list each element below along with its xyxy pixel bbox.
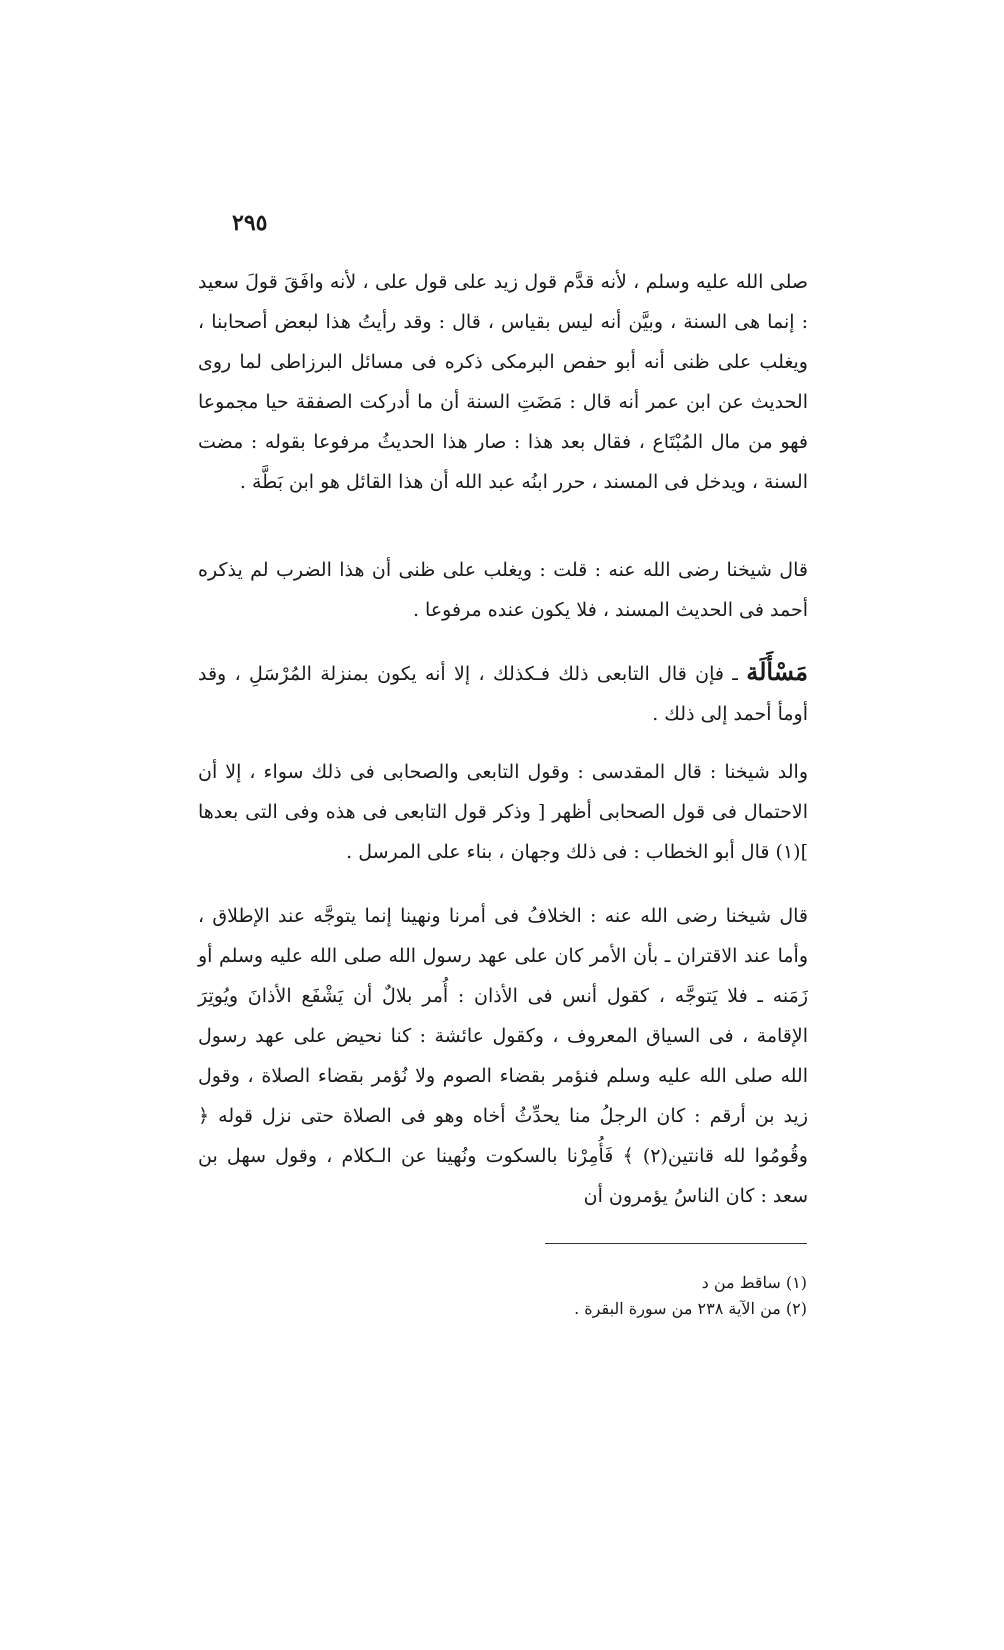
- paragraph-4-text: قال شيخنا رضى الله عنه : الخلافُ فى أمرنا ونهينا إنما يتوجَّه عند الإطلاق ، وأما عند الاقتران ـ بأن الأمر كان على عهد رسول الله صلى الله عليه وسلم أو زَمَنه ـ فلا يَتوجَّه ، كقول أنس فى الأذان : أُمر بلالٌ أن يَشْفَع الأذانَ ويُوتِرَ الإقامة ، فى السياق المعروف ، وكقول عائشة : كنا نحيض على عهد رسول الله صلى الله عليه وسلم فنؤمر بقضاء الصوم ولا نُؤمر بقضاء الصلاة ، وقول زيد بن أرقم : كان الرجلُ منا يحدِّثُ أخاه وهو فى الصلاة حتى نزل قوله ﴿ وقُومُوا لله قانتين(٢) ﴾ فَأُمِرْنا بالسكوت ونُهينا عن الـكلام ، وقول سهل بن سعد : كان الناسُ يؤمرون أن: [198, 905, 808, 1207]
- paragraph-3: [198, 752, 808, 872]
- masala-text: ـ فإن قال التابعى ذلك فـكذلك ، إلا أنه يكون بمنزلة المُرْسَلِ ، وقد أومأ أحمد إلى ذلك .: [198, 663, 808, 725]
- masala-paragraph: [198, 652, 808, 734]
- paragraph-1-text: صلى الله عليه وسلم ، لأنه قدَّم قول زيد على قول على ، لأنه وافَقَ قولَ سعيد : إنما هى السنة ، وبيَّن أنه ليس بقياس ، قال : وقد رأيتُ هذا لبعض أصحابنا ، ويغلب على ظنى أنه أبو حفص البرمكى ذكره فى مسائل البرزاطى لما روى الحديث عن ابن عمر أنه قال : مَضَتِ السنة أن ما أدركت الصفقة حيا مجموعا فهو من مال المُبْتَاع ، فقال بعد هذا : صار هذا الحديثُ مرفوعا بقوله : مضت السنة ، ويدخل فى المسند ، حرر ابنُه عبد الله أن هذا القائل هو ابن بَطَّة .: [198, 271, 808, 493]
- page-number: ٢٩٥: [232, 210, 268, 236]
- paragraph-2-text: قال شيخنا رضى الله عنه : قلت : ويغلب على ظنى أن هذا الضرب لم يذكره أحمد فى الحديث المسند ، فلا يكون عنده مرفوعا .: [198, 559, 808, 621]
- masala-heading: مَسْأَلَة: [746, 657, 808, 686]
- paragraph-3-text: والد شيخنا : قال المقدسى : وقول التابعى والصحابى فى ذلك سواء ، إلا أن الاحتمال فى قول الصحابى أظهر [ وذكر قول التابعى فى هذه وفى التى بعدها ](١) قال أبو الخطاب : فى ذلك وجهان ، بناء على المرسل .: [198, 761, 808, 863]
- footnote-divider: [545, 1243, 807, 1244]
- masala-paragraph-text: [198, 652, 808, 734]
- footnotes: [400, 1270, 807, 1322]
- footnote-2: (٢) من الآية ٢٣٨ من سورة البقرة .: [574, 1299, 807, 1318]
- paragraph-1: [198, 262, 808, 502]
- paragraph-2: [198, 550, 808, 630]
- footnote-1: (١) ساقط من د: [701, 1273, 807, 1292]
- paragraph-4: [198, 896, 808, 1216]
